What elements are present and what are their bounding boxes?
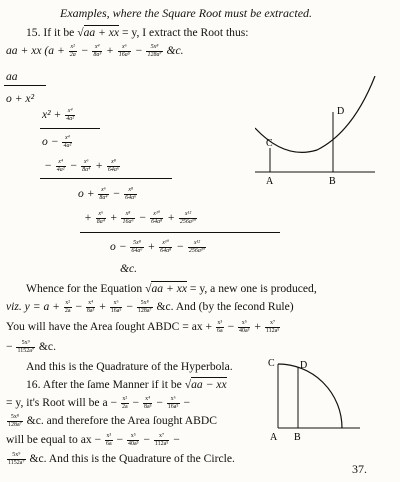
r4-lead: o − [42, 135, 59, 148]
label-C: C [268, 358, 275, 369]
fraction: $\frac{\text{x⁷}}{\text{112a⁵}}$ [265, 320, 280, 334]
hyperbola-figure [255, 76, 385, 186]
label-D: D [300, 360, 308, 371]
r4-frac: $\frac{\text{x⁴}}{\text{4a²}}$ [63, 135, 72, 149]
work-divider [80, 232, 280, 233]
fraction: $\frac{\text{x⁶}}{\text{8a⁴}}$ [96, 211, 105, 225]
area-terms [215, 320, 281, 333]
l4-tail: &c. [38, 340, 56, 353]
term-sign: + [92, 159, 106, 172]
whence-line-3 [6, 320, 281, 334]
term-sign: + [164, 211, 178, 224]
label-B: B [294, 432, 301, 443]
term-sign: + [96, 300, 109, 313]
area-lead: You will have the Area ſought ABDC = ax + [6, 320, 213, 333]
viz-lead: viz. y = a + [6, 300, 60, 313]
fraction: $\frac{\text{x²}}{2a}$ [121, 396, 128, 410]
l4-frac: $\frac{\text{5x⁹}}{\text{1152a⁷}}$ [17, 340, 34, 354]
ex16-line-3-text: &c. and therefore the Area ſought ABDC [26, 414, 217, 427]
hyperbola-curve [255, 76, 375, 152]
ex16-line-1: 16. After the ſame Manner if it be √aa − xx [26, 378, 227, 391]
work-row-6 [78, 187, 138, 201]
term-sign: − [135, 211, 150, 224]
ex16-area-lead: will be equal to ax − [6, 433, 102, 446]
r3-lead: x² + [42, 108, 62, 121]
term-sign: − [72, 300, 85, 313]
fraction: $\frac{\text{x²}}{2a}$ [69, 44, 76, 58]
work-divider [40, 178, 172, 179]
term-sign: − [140, 433, 153, 446]
ex16-root-terms [120, 396, 181, 409]
term-sign: o + [78, 187, 98, 200]
ex16-line-5 [6, 452, 235, 466]
root-tail: &c. [166, 44, 184, 57]
term-sign: − [173, 240, 187, 253]
label-C: C [266, 138, 273, 149]
fraction: $\frac{\text{x¹⁰}}{\text{64a⁸}}$ [160, 240, 172, 254]
work-row-4 [42, 135, 73, 149]
term-sign: − [109, 187, 124, 200]
fraction: $\frac{\text{x⁶}}{\text{16a⁵}}$ [118, 44, 130, 58]
term-sign: + [106, 211, 121, 224]
work-row-5 [44, 159, 121, 173]
term-sign: − [224, 320, 238, 333]
whence-line-1: Whence for the Equation √aa + xx = y, a new one is produced, [26, 282, 317, 295]
root-lead: aa + xx (a + [6, 44, 65, 57]
fraction: $\frac{\text{x²}}{2a}$ [64, 300, 71, 314]
fraction: $\frac{\text{x⁶}}{\text{16a⁵}}$ [110, 300, 122, 314]
hyperbola-quadrature: And this is the Quadrature of the Hyperbola. [26, 360, 233, 373]
fraction: $\frac{\text{x³}}{6a}$ [105, 433, 112, 447]
fraction: $\frac{\text{5x⁸}}{\text{128a⁷}}$ [137, 300, 152, 314]
r3-frac: $\frac{\text{x⁴}}{\text{4a²}}$ [66, 108, 75, 122]
term-sign: − [66, 159, 81, 172]
ex16-frac-2: $\frac{\text{5x⁹}}{\text{1152a⁷}}$ [8, 452, 25, 466]
circle-quadrature: &c. And this is the Quadrature of the Circle. [29, 452, 235, 465]
ex16-area-terms [104, 433, 170, 446]
fraction: $\frac{\text{x¹²}}{\text{256a¹⁰}}$ [179, 211, 197, 225]
work-divider [4, 85, 46, 86]
ex16-lead: 16. After the ſame Manner if it be [26, 378, 182, 391]
ex16-line-4 [6, 433, 180, 447]
work-row-7 [84, 211, 198, 225]
fraction: $\frac{\text{x⁸}}{\text{64a⁶}}$ [107, 159, 119, 173]
term-sign: o − [110, 240, 130, 253]
term-sign: − [131, 44, 146, 57]
circle-figure [260, 356, 370, 446]
whence-text-2: = y, a new one is produced, [189, 282, 317, 295]
term-sign: + [103, 44, 117, 57]
fraction: $\frac{\text{x⁵}}{\text{40a³}}$ [128, 433, 139, 447]
fraction: $\frac{\text{x⁴}}{\text{8a³}}$ [93, 44, 102, 58]
example-15-intro: 15. If it be √aa + xx = y, I extract the Root thus: [26, 26, 249, 39]
term-sign: + [251, 320, 264, 333]
fraction: $\frac{\text{x⁸}}{\text{16a⁶}}$ [122, 211, 134, 225]
label-D: D [337, 106, 345, 117]
whence-line-2 [6, 300, 294, 314]
fraction: $\frac{\text{x⁴}}{\text{8a³}}$ [86, 300, 95, 314]
term-sign: − [153, 396, 166, 409]
whence-radical: aa + xx [151, 282, 187, 295]
work-row-1: aa [6, 70, 18, 83]
ex16-frac: $\frac{\text{5x⁸}}{\text{128a⁷}}$ [8, 414, 22, 428]
running-header: Examples, where the Square Root must be extracted. [60, 6, 313, 20]
fraction: $\frac{\text{5x⁸}}{\text{64a⁶}}$ [131, 240, 143, 254]
root-expansion [6, 44, 184, 58]
viz-tail: &c. And (by the ſecond Rule) [156, 300, 294, 313]
term-sign: − [123, 300, 136, 313]
ex16-root-tail: − [183, 396, 190, 409]
fraction: $\frac{\text{5x⁸}}{\text{128a⁷}}$ [147, 44, 162, 58]
work-divider [40, 128, 100, 129]
quadrant-arc [278, 364, 342, 428]
radical-expression: aa + xx [83, 26, 120, 39]
label-A: A [266, 176, 274, 186]
whence-line-4 [6, 340, 56, 354]
ex16-line-2 [6, 396, 190, 410]
fraction: $\frac{\text{x⁸}}{\text{64a⁶}}$ [125, 187, 137, 201]
fraction: $\frac{\text{x⁵}}{\text{40a³}}$ [239, 320, 250, 334]
page-number: 37. [352, 462, 367, 476]
ex16-root-lead: = y, it's Root will be a − [6, 396, 118, 409]
whence-text: Whence for the Equation [26, 282, 143, 295]
term-sign: − [77, 44, 92, 57]
label-A: A [270, 432, 278, 443]
term-sign: + [84, 211, 95, 224]
intro-text: 15. If it be [26, 26, 75, 39]
term-sign: − [113, 433, 126, 446]
fraction: $\frac{\text{x³}}{6a}$ [217, 320, 223, 334]
ex16-line-3 [6, 414, 217, 428]
term-sign: + [144, 240, 159, 253]
work-row-3 [42, 108, 76, 122]
viz-terms [63, 300, 154, 313]
root-terms [68, 44, 164, 57]
l4-lead: − [6, 340, 13, 353]
work-row-8 [110, 240, 207, 254]
term-sign: − [44, 159, 55, 172]
term-sign: − [129, 396, 142, 409]
fraction: $\frac{\text{x¹⁰}}{\text{64a⁸}}$ [151, 211, 163, 225]
label-B: B [329, 176, 336, 186]
intro-text-2: = y, I extract the Root thus: [121, 26, 249, 39]
fraction: $\frac{\text{x⁶}}{\text{16a⁵}}$ [167, 396, 179, 410]
work-row-2: o + x² [6, 92, 35, 105]
fraction: $\frac{\text{x⁶}}{\text{8a⁴}}$ [99, 187, 108, 201]
fraction: $\frac{\text{x¹²}}{\text{256a¹⁰}}$ [188, 240, 206, 254]
fraction: $\frac{\text{x⁴}}{\text{8a³}}$ [143, 396, 152, 410]
fraction: $\frac{\text{x⁷}}{\text{112a⁵}}$ [154, 433, 169, 447]
fraction: $\frac{\text{x⁶}}{\text{8a⁴}}$ [82, 159, 91, 173]
fraction: $\frac{\text{x⁴}}{\text{4a²}}$ [56, 159, 65, 173]
ex16-radical: aa − xx [191, 378, 227, 391]
work-row-9: &c. [120, 262, 138, 275]
ex16-area-tail: − [173, 433, 180, 446]
